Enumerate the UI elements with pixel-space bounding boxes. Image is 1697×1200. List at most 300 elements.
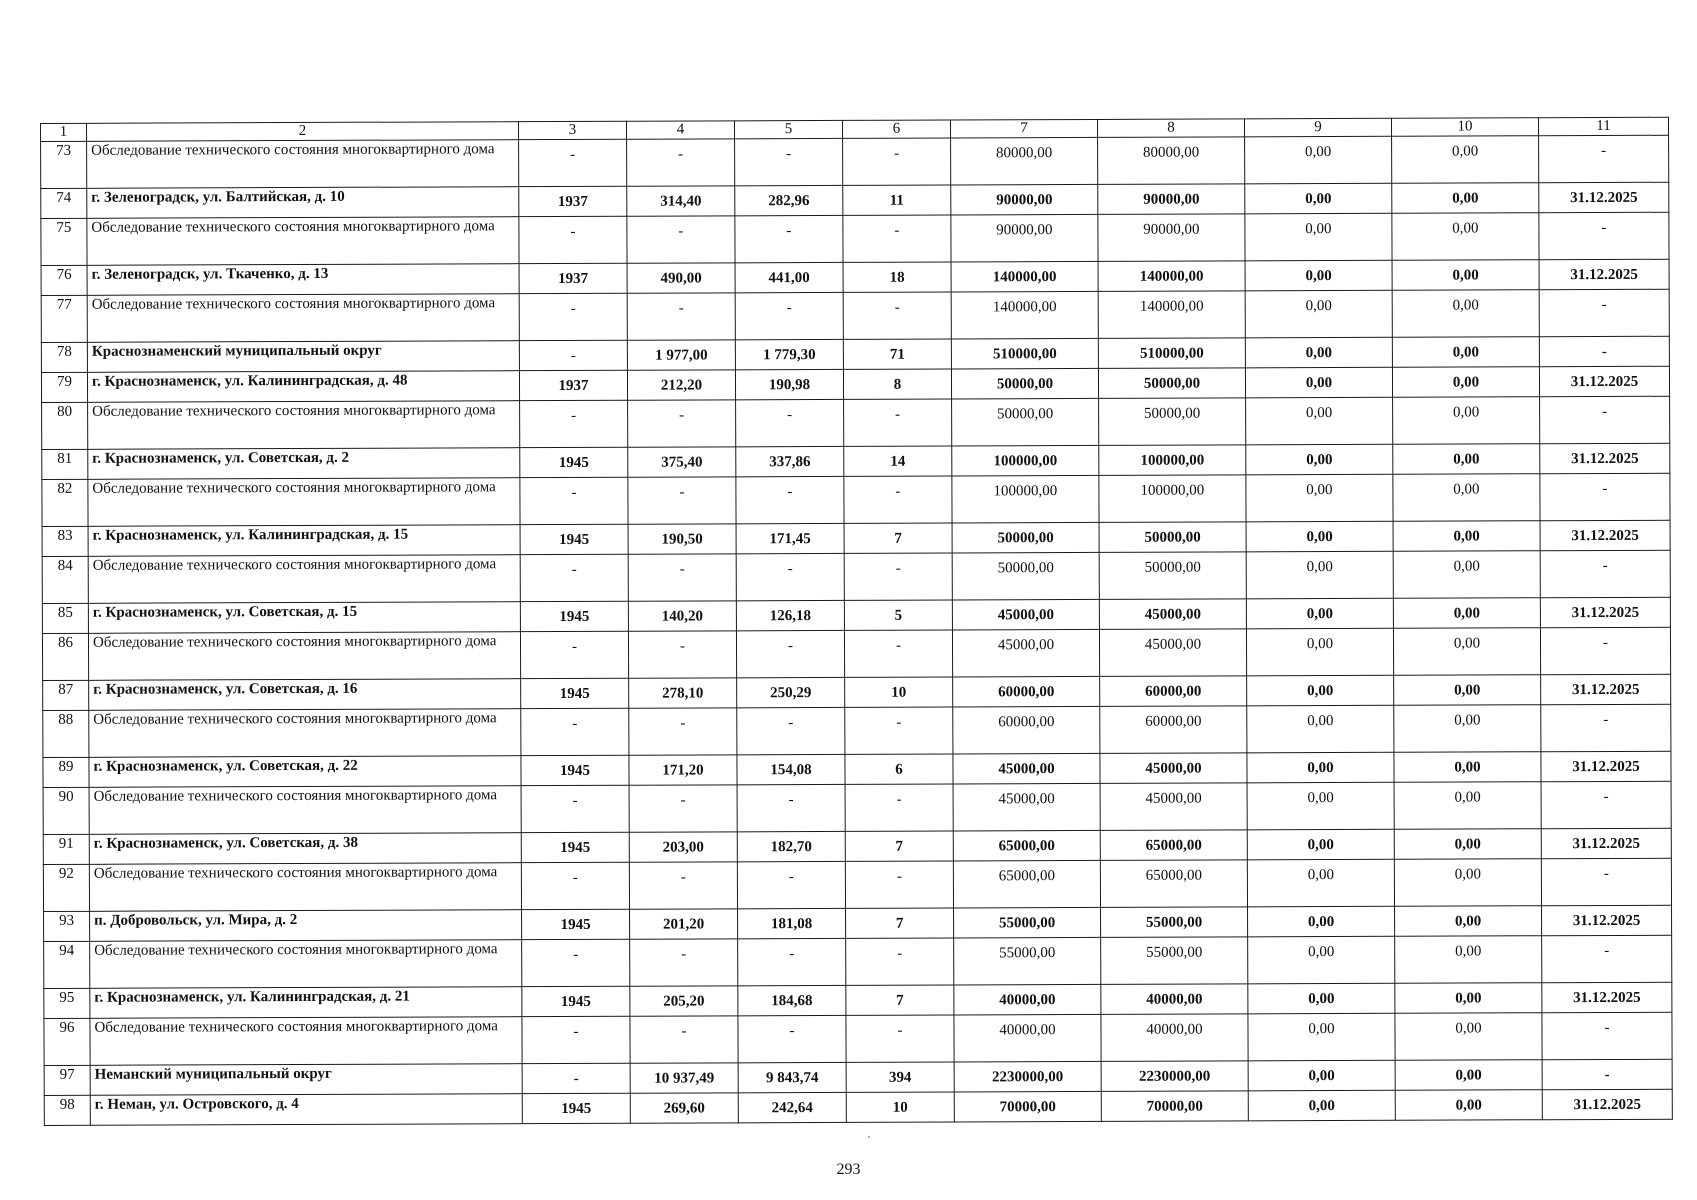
value-cell: - [735,292,843,339]
table-row-inspection [42,550,1670,603]
value-cell: - [519,340,627,370]
value-cell: 31.12.2025 [1540,520,1670,550]
value-cell: 31.12.2025 [1542,905,1672,935]
value-cell: 0,00 [1246,444,1393,475]
value-cell: 7 [846,985,954,1015]
value-cell: - [520,554,628,601]
value-cell: 50000,00 [1099,552,1246,600]
value-cell: 0,00 [1393,628,1540,676]
value-cell: 45000,00 [1100,783,1247,831]
name-cell: Обследование технического состояния многоквартирного дома [89,786,521,835]
value-cell: 203,00 [629,832,737,862]
value-cell: 0,00 [1393,444,1540,475]
value-cell: 31.12.2025 [1539,259,1669,289]
value-cell: 55000,00 [1101,937,1248,985]
value-cell: 80000,00 [1098,137,1245,185]
row-number-cell: 94 [44,941,90,988]
value-cell: 375,40 [628,447,736,477]
value-cell: - [844,630,952,677]
value-cell: 1945 [522,909,630,939]
value-cell: 0,00 [1245,290,1392,338]
value-cell: 55000,00 [954,907,1101,938]
name-cell: Обследование технического состояния многоквартирного дома [89,863,521,912]
value-cell: 31.12.2025 [1541,751,1671,781]
value-cell: - [519,139,627,186]
value-cell: - [521,785,629,832]
column-header: 5 [734,120,842,138]
value-cell: 0,00 [1245,337,1392,368]
name-cell: г. Краснознаменск, ул. Калининградская, д. 48 [87,371,519,403]
value-cell: 55000,00 [1101,907,1248,938]
value-cell: 181,08 [738,908,846,938]
row-number-cell: 73 [41,141,87,188]
column-header: 9 [1244,118,1391,137]
value-cell: 182,70 [737,831,845,861]
value-cell: 201,20 [630,909,738,939]
value-cell: 212,20 [627,370,735,400]
value-cell: 65000,00 [953,860,1100,908]
name-cell: Неманский муниципальный округ [90,1064,522,1096]
column-header: 11 [1538,117,1668,135]
row-number-cell: 89 [43,757,89,787]
row-number-cell: 80 [42,402,88,449]
name-cell: Обследование технического состояния многоквартирного дома [87,140,519,189]
value-cell: - [522,939,630,986]
value-cell: 55000,00 [954,937,1101,985]
value-cell: 65000,00 [1100,860,1247,908]
name-cell: Обследование технического состояния многоквартирного дома [89,709,521,758]
value-cell: - [1541,704,1671,751]
value-cell: 1 977,00 [627,340,735,370]
value-cell: - [1539,289,1669,336]
value-cell: 1945 [520,447,628,477]
value-cell: 31.12.2025 [1542,982,1672,1012]
value-cell: 50000,00 [1099,398,1246,446]
name-cell: Краснознаменский муниципальный округ [87,341,519,373]
table-row-inspection [43,704,1671,757]
value-cell: - [629,862,737,909]
value-cell: - [1542,935,1672,982]
value-cell: 0,00 [1395,1060,1542,1091]
value-cell: - [845,784,953,831]
value-cell: - [1540,627,1670,674]
value-cell: 282,96 [735,185,843,215]
value-cell: 242,64 [738,1092,846,1122]
table-row-inspection [42,473,1670,526]
row-number-cell: 75 [41,218,87,265]
value-cell: 0,00 [1394,829,1541,860]
value-cell: 0,00 [1395,1090,1542,1121]
column-header: 7 [950,119,1097,138]
data-table [40,117,1673,1126]
value-cell: 65000,00 [1100,830,1247,861]
value-cell: - [844,553,952,600]
value-cell: 31.12.2025 [1541,674,1671,704]
value-cell: 0,00 [1245,260,1392,291]
value-cell: 100000,00 [952,475,1099,523]
value-cell: 0,00 [1248,1090,1395,1121]
name-cell: Обследование технического состояния многоквартирного дома [88,478,520,527]
name-cell: г. Краснознаменск, ул. Советская, д. 2 [88,448,520,480]
value-cell: 0,00 [1393,551,1540,599]
value-cell: 1937 [519,186,627,216]
column-header: 2 [87,122,519,142]
table-row-inspection [43,781,1671,834]
table-row-inspection [41,135,1669,188]
row-number-cell: 74 [41,188,87,218]
value-cell: - [735,215,843,262]
row-number-cell: 78 [41,342,87,372]
row-number-cell: 82 [42,479,88,526]
value-cell: 65000,00 [953,830,1100,861]
value-cell: 0,00 [1246,551,1393,599]
value-cell: 70000,00 [954,1091,1101,1122]
value-cell: 0,00 [1248,906,1395,937]
value-cell: - [628,400,736,447]
value-cell: 510000,00 [951,338,1098,369]
value-cell: 1 779,30 [735,339,843,369]
row-number-cell: 85 [42,603,88,633]
value-cell: - [736,553,844,600]
value-cell: - [522,1016,630,1063]
value-cell: 50000,00 [952,522,1099,553]
value-cell: - [629,708,737,755]
column-header: 4 [626,121,734,139]
value-cell: 70000,00 [1101,1091,1248,1122]
value-cell: 1945 [522,1093,630,1123]
value-cell: 0,00 [1392,260,1539,291]
value-cell: - [520,631,628,678]
value-cell: - [522,1063,630,1093]
value-cell: 0,00 [1392,290,1539,338]
value-cell: 0,00 [1245,136,1392,184]
value-cell: - [844,399,952,446]
value-cell: 140000,00 [1098,291,1245,339]
value-cell: 250,29 [737,677,845,707]
value-cell: 0,00 [1392,136,1539,184]
value-cell: - [1539,212,1669,259]
value-cell: 11 [843,185,951,215]
value-cell: 31.12.2025 [1540,597,1670,627]
name-cell: Обследование технического состояния многоквартирного дома [87,294,519,343]
value-cell: 1945 [521,832,629,862]
value-cell: - [1540,473,1670,520]
value-cell: 40000,00 [954,984,1101,1015]
row-number-cell: 97 [44,1065,90,1095]
value-cell: - [737,707,845,754]
row-number-cell: 96 [44,1018,90,1065]
table-row-inspection [44,1012,1672,1065]
value-cell: 0,00 [1248,983,1395,1014]
value-cell: 8 [843,369,951,399]
value-cell: 171,20 [629,755,737,785]
value-cell: 0,00 [1246,397,1393,445]
value-cell: - [627,216,735,263]
scan-speck [868,1136,870,1138]
value-cell: 100000,00 [952,445,1099,476]
value-cell: 184,68 [738,985,846,1015]
value-cell: - [1542,1012,1672,1059]
value-cell: 7 [845,831,953,861]
value-cell: 0,00 [1392,337,1539,368]
name-cell: Обследование технического состояния многоквартирного дома [88,632,520,681]
value-cell: 50000,00 [1099,522,1246,553]
value-cell: - [845,861,953,908]
value-cell: 60000,00 [953,706,1100,754]
value-cell: 0,00 [1247,859,1394,907]
value-cell: - [630,939,738,986]
table-row-inspection [44,935,1672,988]
value-cell: 0,00 [1393,474,1540,522]
value-cell: - [521,708,629,755]
value-cell: 126,18 [736,600,844,630]
value-cell: 394 [846,1062,954,1092]
value-cell: - [629,785,737,832]
name-cell: г. Краснознаменск, ул. Калининградская, д. 21 [90,987,522,1019]
value-cell: 31.12.2025 [1540,443,1670,473]
row-number-cell: 98 [44,1095,90,1125]
row-number-cell: 95 [44,988,90,1018]
value-cell: 90000,00 [951,184,1098,215]
value-cell: 140000,00 [951,261,1098,292]
value-cell: 0,00 [1245,367,1392,398]
table-row-inspection [42,396,1670,449]
value-cell: 71 [843,339,951,369]
value-cell: - [1541,858,1671,905]
value-cell: 50000,00 [1098,368,1245,399]
value-cell: 50000,00 [952,398,1099,446]
value-cell: 9 843,74 [738,1062,846,1092]
value-cell: - [843,215,951,262]
value-cell: 18 [843,262,951,292]
value-cell: 0,00 [1245,213,1392,261]
value-cell: 90000,00 [951,214,1098,262]
value-cell: 278,10 [629,678,737,708]
value-cell: 0,00 [1394,782,1541,830]
value-cell: 1945 [522,986,630,1016]
value-cell: - [844,476,952,523]
row-number-cell: 87 [43,680,89,710]
value-cell: 2230000,00 [954,1061,1101,1092]
value-cell: - [738,938,846,985]
name-cell: г. Краснознаменск, ул. Советская, д. 22 [89,756,521,788]
value-cell: 14 [844,446,952,476]
table-row-object [44,1089,1672,1125]
value-cell: 6 [845,754,953,784]
row-number-cell: 79 [41,372,87,402]
row-number-cell: 76 [41,265,87,295]
value-cell: 90000,00 [1098,184,1245,215]
value-cell: - [846,1015,954,1062]
value-cell: 490,00 [627,263,735,293]
value-cell: - [521,862,629,909]
value-cell: 10 [845,677,953,707]
value-cell: 510000,00 [1098,338,1245,369]
value-cell: 140000,00 [1098,261,1245,292]
value-cell: - [1541,781,1671,828]
value-cell: 40000,00 [954,1014,1101,1062]
value-cell: - [736,630,844,677]
table-body [41,135,1673,1125]
value-cell: 0,00 [1393,397,1540,445]
name-cell: п. Добровольск, ул. Мира, д. 2 [90,910,522,942]
name-cell: г. Краснознаменск, ул. Советская, д. 16 [89,679,521,711]
row-number-cell: 81 [42,449,88,479]
column-header: 1 [41,123,87,141]
row-number-cell: 90 [43,787,89,834]
value-cell: 0,00 [1248,936,1395,984]
value-cell: 1945 [521,678,629,708]
value-cell: 31.12.2025 [1539,182,1669,212]
value-cell: 0,00 [1246,521,1393,552]
value-cell: 45000,00 [953,783,1100,831]
value-cell: 0,00 [1395,1013,1542,1061]
name-cell: г. Краснознаменск, ул. Калининградская, д. 15 [88,525,520,557]
value-cell: 190,98 [735,369,843,399]
name-cell: Обследование технического состояния многоквартирного дома [87,217,519,266]
value-cell: 314,40 [627,186,735,216]
value-cell: - [628,631,736,678]
value-cell: - [628,477,736,524]
value-cell: - [628,554,736,601]
value-cell: 0,00 [1395,983,1542,1014]
value-cell: 60000,00 [1100,676,1247,707]
value-cell: 0,00 [1392,367,1539,398]
value-cell: 31.12.2025 [1542,1089,1672,1119]
value-cell: 337,86 [736,446,844,476]
value-cell: 154,08 [737,754,845,784]
value-cell: 0,00 [1392,213,1539,261]
name-cell: г. Зеленоградск, ул. Балтийская, д. 10 [87,187,519,219]
value-cell: - [843,292,951,339]
name-cell: г. Краснознаменск, ул. Советская, д. 38 [89,833,521,865]
value-cell: 45000,00 [953,753,1100,784]
name-cell: г. Краснознаменск, ул. Советская, д. 15 [88,602,520,634]
value-cell: 0,00 [1395,936,1542,984]
value-cell: 0,00 [1247,675,1394,706]
row-number-cell: 92 [43,864,89,911]
value-cell: 0,00 [1392,183,1539,214]
value-cell: 0,00 [1247,782,1394,830]
row-number-cell: 91 [43,834,89,864]
value-cell: 171,45 [736,523,844,553]
value-cell: 100000,00 [1099,445,1246,476]
value-cell: 45000,00 [952,599,1099,630]
value-cell: 5 [844,600,952,630]
value-cell: - [1539,135,1669,182]
value-cell: 0,00 [1394,675,1541,706]
value-cell: 140000,00 [951,291,1098,339]
value-cell: 90000,00 [1098,214,1245,262]
value-cell: 50000,00 [951,368,1098,399]
value-cell: 0,00 [1394,705,1541,753]
row-number-cell: 88 [43,710,89,757]
row-number-cell: 77 [41,295,87,342]
document-sheet [40,117,1672,1126]
value-cell: 0,00 [1393,598,1540,629]
value-cell: 45000,00 [1100,753,1247,784]
value-cell: 45000,00 [952,629,1099,677]
name-cell: Обследование технического состояния многоквартирного дома [88,555,520,604]
value-cell: - [627,293,735,340]
table-row-inspection [41,212,1669,265]
column-header: 6 [842,120,950,138]
row-number-cell: 83 [42,526,88,556]
value-cell: 1937 [519,370,627,400]
value-cell: 0,00 [1395,906,1542,937]
value-cell: 0,00 [1246,598,1393,629]
value-cell: - [1540,396,1670,443]
column-header: 3 [518,121,626,139]
value-cell: 60000,00 [1100,706,1247,754]
value-cell: 100000,00 [1099,475,1246,523]
value-cell: 0,00 [1246,474,1393,522]
value-cell: - [1540,550,1670,597]
value-cell: - [1539,336,1669,366]
value-cell: 441,00 [735,262,843,292]
value-cell: 205,20 [630,986,738,1016]
value-cell: 0,00 [1248,1013,1395,1061]
value-cell: 0,00 [1246,628,1393,676]
value-cell: 40000,00 [1101,984,1248,1015]
value-cell: 10 937,49 [630,1063,738,1093]
value-cell: - [843,138,951,185]
value-cell: 50000,00 [952,552,1099,600]
value-cell: - [737,784,845,831]
value-cell: - [736,399,844,446]
value-cell: 45000,00 [1099,629,1246,677]
value-cell: 40000,00 [1101,1014,1248,1062]
value-cell: 7 [844,523,952,553]
value-cell: 31.12.2025 [1539,366,1669,396]
value-cell: 0,00 [1394,859,1541,907]
value-cell: 1945 [521,755,629,785]
name-cell: г. Неман, ул. Островского, д. 4 [90,1094,522,1126]
name-cell: Обследование технического состояния многоквартирного дома [90,940,522,989]
row-number-cell: 93 [44,911,90,941]
table-row-inspection [43,858,1671,911]
value-cell: 80000,00 [951,137,1098,185]
value-cell: - [630,1016,738,1063]
table-row-inspection [42,627,1670,680]
value-cell: - [845,707,953,754]
name-cell: г. Зеленоградск, ул. Ткаченко, д. 13 [87,264,519,296]
row-number-cell: 84 [42,556,88,603]
value-cell: - [737,861,845,908]
value-cell: - [738,1015,846,1062]
value-cell: 0,00 [1394,752,1541,783]
value-cell: - [519,216,627,263]
value-cell: 0,00 [1248,1060,1395,1091]
column-header: 8 [1097,119,1244,138]
row-number-cell: 86 [42,633,88,680]
value-cell: 60000,00 [953,676,1100,707]
value-cell: - [736,476,844,523]
value-cell: 190,50 [628,524,736,554]
value-cell: - [735,138,843,185]
value-cell: 31.12.2025 [1541,828,1671,858]
value-cell: 1945 [520,524,628,554]
value-cell: - [627,139,735,186]
name-cell: Обследование технического состояния многоквартирного дома [90,1017,522,1066]
column-header: 10 [1391,118,1538,137]
value-cell: 7 [846,908,954,938]
page-number: 293 [836,1161,861,1178]
value-cell: - [846,938,954,985]
name-cell: Обследование технического состояния многоквартирного дома [88,401,520,450]
value-cell: 0,00 [1247,705,1394,753]
value-cell: - [519,293,627,340]
